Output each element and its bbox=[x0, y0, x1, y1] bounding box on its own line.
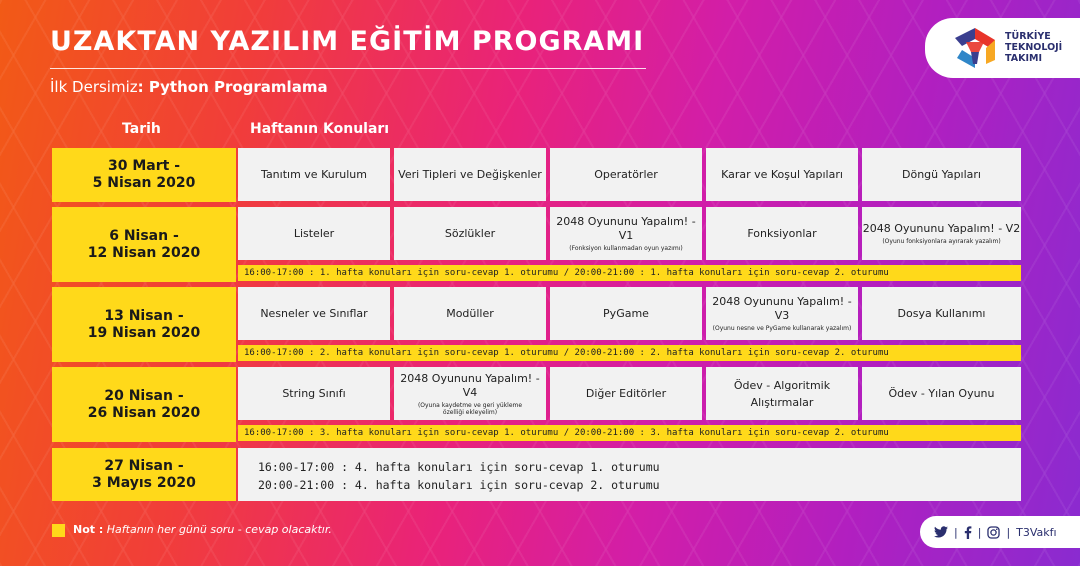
topic-title: Dosya Kullanımı bbox=[897, 306, 986, 320]
topic-subtitle: (Fonksiyon kullanmadan oyun yazımı) bbox=[569, 245, 683, 252]
social-badge bbox=[920, 516, 1080, 548]
t3-logo-icon bbox=[952, 26, 998, 70]
topic-cell bbox=[238, 287, 390, 340]
week-date bbox=[52, 287, 236, 362]
date-line2: 3 Mayıs 2020 bbox=[92, 474, 196, 491]
topic-title: Ödev - Algoritmik Alıştırmalar bbox=[733, 378, 831, 409]
topic-cell bbox=[394, 207, 546, 260]
note-marker bbox=[52, 524, 65, 537]
topic-title: 2048 Oyununu Yapalım! - V1 bbox=[556, 215, 696, 242]
topic-cell bbox=[862, 148, 1021, 201]
topic-cell bbox=[238, 367, 390, 420]
footnote bbox=[52, 523, 332, 537]
session-bar: 16:00-17:00 : 2. hafta konuları için soru-cevap 1. oturumu / 20:00-21:00 : 2. hafta konuları için soru-cevap 2. oturumu bbox=[238, 345, 1021, 361]
week-date bbox=[52, 367, 236, 442]
topic-subtitle: (Oyuna kaydetme ve geri yükleme özelliği ekleyelim) bbox=[417, 401, 523, 416]
date-line1: 30 Mart - bbox=[107, 158, 181, 174]
subtitle bbox=[50, 78, 328, 96]
topic-cell bbox=[550, 367, 702, 420]
social-separator: | bbox=[977, 525, 982, 539]
session-bar: 16:00-17:00 : 1. hafta konuları için soru-cevap 1. oturumu / 20:00-21:00 : 1. hafta konuları için soru-cevap 2. oturumu bbox=[238, 265, 1021, 281]
topic-title: Diğer Editörler bbox=[585, 386, 667, 400]
social-separator: | bbox=[954, 525, 958, 539]
topic-title: Modüller bbox=[446, 306, 494, 320]
date-line1: 13 Nisan - bbox=[104, 307, 184, 324]
column-header-topics: Haftanın Konuları bbox=[250, 121, 390, 137]
topic-cell bbox=[706, 148, 858, 201]
topic-title: Karar ve Koşul Yapıları bbox=[721, 167, 843, 181]
subtitle-course: : Python Programlama bbox=[137, 78, 328, 96]
note-label: Not : bbox=[73, 523, 104, 536]
topic-cell bbox=[550, 287, 702, 340]
topic-cell bbox=[238, 207, 390, 260]
topic-title: PyGame bbox=[603, 306, 649, 320]
topic-title: Listeler bbox=[293, 226, 335, 240]
topic-cell bbox=[706, 207, 858, 260]
week-date bbox=[52, 148, 236, 202]
topic-cell bbox=[862, 287, 1021, 340]
topic-title: Ödev - Yılan Oyunu bbox=[888, 386, 995, 400]
topic-subtitle: (Oyunu fonksiyonlara ayırarak yazalım) bbox=[882, 238, 1001, 245]
topic-title: 2048 Oyununu Yapalım! - V3 bbox=[712, 295, 852, 322]
twitter-icon[interactable] bbox=[934, 526, 948, 538]
logo-line3: TAKIMI bbox=[1005, 53, 1042, 64]
note-text: Haftanın her günü soru - cevap olacaktır. bbox=[106, 523, 332, 536]
topic-subtitle: (Oyunu nesne ve PyGame kullanarak yazalım) bbox=[712, 325, 852, 332]
logo-text bbox=[1005, 31, 1062, 64]
logo-line1: TÜRKİYE bbox=[1005, 31, 1051, 42]
topic-title: String Sınıfı bbox=[282, 386, 346, 400]
topic-title: Döngü Yapıları bbox=[902, 167, 981, 181]
topic-title: Operatörler bbox=[594, 167, 658, 181]
date-line2: 26 Nisan 2020 bbox=[87, 404, 201, 421]
topic-cell bbox=[394, 287, 546, 340]
title-divider bbox=[50, 68, 646, 69]
date-line2: 12 Nisan 2020 bbox=[87, 244, 201, 261]
social-handle[interactable]: T3Vakfı bbox=[1016, 525, 1057, 539]
page-title: UZAKTAN YAZILIM EĞİTİM PROGRAMI bbox=[50, 26, 645, 57]
week-date bbox=[52, 448, 236, 501]
social-separator: | bbox=[1006, 525, 1011, 539]
session-detail bbox=[238, 448, 1021, 501]
session-line: 16:00-17:00 : 4. hafta konuları için soru-cevap 1. oturumu bbox=[258, 460, 660, 474]
topic-cell bbox=[550, 207, 702, 260]
logo-line2: TEKNOLOJİ bbox=[1005, 42, 1063, 53]
week-date bbox=[52, 207, 236, 282]
date-line2: 5 Nisan 2020 bbox=[92, 175, 196, 191]
date-line2: 19 Nisan 2020 bbox=[87, 324, 201, 341]
column-header-date: Tarih bbox=[122, 121, 161, 137]
logo-badge bbox=[925, 18, 1080, 78]
date-line1: 20 Nisan - bbox=[104, 387, 184, 404]
topic-title: Fonksiyonlar bbox=[747, 226, 817, 240]
instagram-icon[interactable] bbox=[987, 526, 1000, 539]
topic-cell bbox=[706, 367, 858, 420]
topic-cell bbox=[706, 287, 858, 340]
topic-cell bbox=[394, 367, 546, 420]
topic-title: 2048 Oyununu Yapalım! - V4 bbox=[400, 371, 540, 399]
session-bar: 16:00-17:00 : 3. hafta konuları için soru-cevap 1. oturumu / 20:00-21:00 : 3. hafta konuları için soru-cevap 2. oturumu bbox=[238, 425, 1021, 441]
topic-cell bbox=[394, 148, 546, 201]
topic-title: Veri Tipleri ve Değişkenler bbox=[398, 167, 542, 181]
topic-title: Sözlükler bbox=[444, 226, 496, 240]
facebook-icon[interactable] bbox=[964, 526, 972, 539]
date-line1: 27 Nisan - bbox=[104, 457, 184, 474]
topic-title: Nesneler ve Sınıflar bbox=[260, 306, 368, 320]
date-line1: 6 Nisan - bbox=[109, 227, 179, 244]
topic-title: Tanıtım ve Kurulum bbox=[261, 167, 367, 181]
topic-title: 2048 Oyununu Yapalım! - V2 bbox=[862, 222, 1021, 235]
topic-cell bbox=[550, 148, 702, 201]
topic-cell bbox=[238, 148, 390, 201]
session-line: 20:00-21:00 : 4. hafta konuları için soru-cevap 2. oturumu bbox=[258, 478, 660, 492]
subtitle-prefix: İlk Dersimiz bbox=[50, 78, 138, 96]
topic-cell bbox=[862, 367, 1021, 420]
topic-cell bbox=[862, 207, 1021, 260]
